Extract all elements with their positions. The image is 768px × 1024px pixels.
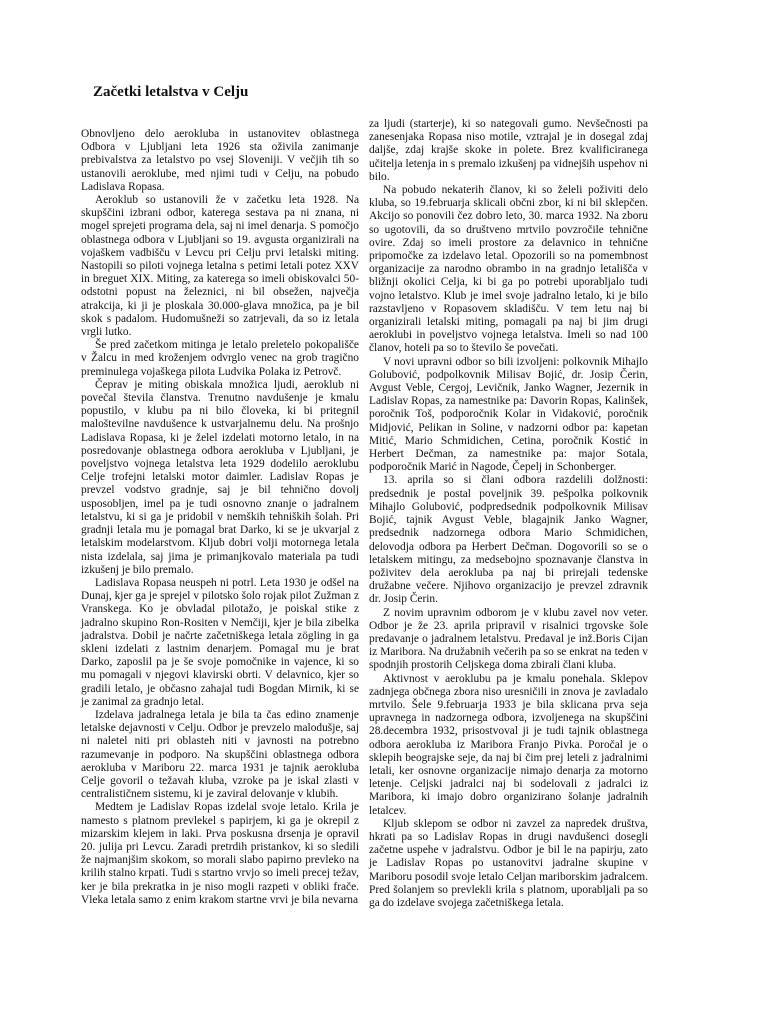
article-title: Začetki letalstva v Celju bbox=[93, 84, 249, 100]
paragraph: za ljudi (starterje), ki so nategovali gumo. Nevšečnosti pa zanesenjaka Ropasa niso motile, vztrajal je in dosegal zdaj daljše, zdaj krajše skoke in polete. Brez kvalificiranega učitelja letenja in s premalo izkušenj pa vidnejših uspehov ni bilo. bbox=[369, 118, 648, 183]
paragraph: V novi upravni odbor so bili izvoljeni: polkovnik Mihajlo Golubović, podpolkovnik Milisav Bojić, dr. Josip Čerin, Avgust Veble, Cergoj, Levičnik, Janko Wagner, Jezernik in Ladislav Ropas, za namestnike pa: Davorin Ropas, Kalinšek, poročnik Toš, podporočnik Kolar in Vidaković, poročnik Midjović, Pelikan in Soline, v nadzorni odbor pa: kapetan Mitić, Mario Schmidichen, Cetina, poročnik Kostić in Herbert Dečman, za namestnike pa: major Sotala, podporočnik Marić in Nagode, Čepelj in Schonberger. bbox=[369, 355, 648, 474]
left-text-column bbox=[81, 128, 359, 907]
paragraph: Medtem je Ladislav Ropas izdelal svoje letalo. Krila je namesto s platnom prevlekel s papirjem, ki ga je okrepil z mizarskim klejem in laki. Prva poskusna drsenja je opravil 20. julija pri Levcu. Zaradi pretrdih pristankov, ki so sledili že najmanjšim skokom, so morali slabo papirno prevleko na krilih stalno krpati. Tudi s startno vrvjo so imeli precej težav, ker je bila prekratka in je niso mogli razpeti v obliki frače. Vleka letala samo z enim krakom startne vrvi je bila nevarna bbox=[81, 801, 359, 906]
right-text-column bbox=[369, 118, 648, 910]
paragraph: Čeprav je miting obiskala množica ljudi, aeroklub ni povečal števila članstva. Trenutno navdušenje je kmalu popustilo, v klubu pa ni bilo človeka, ki bi pritegnil maloštevilne navdušence k ustvarjalnemu delu. Na prošnjo Ladislava Ropasa, ki je želel izdelati motorno letalo, in na posredovanje oblastnega odbora aerokluba v Ljubljani, je poveljstvo vojnega letalstva leta 1929 dodelilo aeroklubu Celje trofejni letalski motor daimler. Ladislav Ropas je prevzel vodstvo gradnje, saj je bil tehnično dovolj usposobljen, imel pa je tudi osnovno znanje o jadralnem letalstvu, ki si ga je pridobil v nemških tehniških šolah. Pri gradnji letala mu je pomagal brat Darko, ki se je ukvarjal z letalskim modelarstvom. Kljub dobri volji motornega letala nista izdelala, saj jima je primanjkovalo materiala pa tudi izkušenj je bilo premalo. bbox=[81, 378, 359, 576]
paragraph: Na pobudo nekaterih članov, ki so želeli poživiti delo kluba, so 19.februarja sklicali občni zbor, ki ni bil sklepčen. Akcijo so ponovili čez dobro leto, 30. marca 1932. Na zboru so ugotovili, da so društveno mrtvilo povzročile tehnične ovire. Zdaj so imeli prostore za delavnico in tehnične pripomočke za izdelavo letal. Opozorili so na pomembnost organizacije za narodno obrambo in na gradnjo letališča v bližnji okolici Celja, ki bi ga po potrebi uporabljalo tudi vojno letalstvo. Klub je imel svoje jadralno letalo, ki je bilo razstavljeno v Ropasovem skladišču. V tem letu naj bi organizirali letalski miting, pomagali pa naj bi jim drugi aeroklubi in poveljstvo vojnega letalstva. Imeli so nad 100 članov, hoteli pa so to število še povečati. bbox=[369, 184, 648, 355]
paragraph: Obnovljeno delo aerokluba in ustanovitev oblastnega Odbora v Ljubljani leta 1926 sta oživila zanimanje prebivalstva za letalstvo po vsej Sloveniji. V večjih tih so ustanovili aeroklube, med njimi tudi v Celju, na pobudo Ladislava Ropasa. bbox=[81, 128, 359, 193]
paragraph: Ladislava Ropasa neuspeh ni potrl. Leta 1930 je odšel na Dunaj, kjer ga je sprejel v pilotsko šolo rojak pilot Zužman z Vranskega. Ko je obvladal pilotažo, je poiskal stike z jadralno skupino Ron-Rositen v Nemčiji, kjer je bila zibelka jadralstva. Dobil je načrte začetniškega letala zögling in ga skleni izdelati z lastnim denarjem. Pomagal mu je brat Darko, zaposlil pa je še svoje pomočnike in vajence, ki so mu pomagali v njegovi klavirski obrti. V delavnico, kjer so gradili letalo, je občasno zahajal tudi Bogdan Mirnik, ki se je zanimal za gradnjo letal. bbox=[81, 576, 359, 708]
paragraph: Še pred začetkom mitinga je letalo preletelo pokopališče v Žalcu in med kroženjem odvrglo venec na grob tragično preminulega vojaškega pilota Ludvika Polaka iz Petrovč. bbox=[81, 339, 359, 378]
paragraph: Aeroklub so ustanovili že v začetku leta 1928. Na skupščini izbrani odbor, katerega sestava pa ni znana, ni mogel sprejeti programa dela, saj ni imel denarja. S pomočjo oblastnega odbora v Ljubljani so 19. avgusta organizirali na vojaškem vadbišču v Levcu pri Celju prvi letalski miting. Nastopili so piloti vojnega letalna s petimi letali potez XXV in breguet XIX. Miting, za katerega so imeli obiskovalci 50-odstotni popust na železnici, ni bil obsežen, največja atrakcija, ki ji je ploskala 30.000-glava množica, pa je bil skok s padalom. Hudomušneži so zatrjevali, da so iz letala vrgli lutko. bbox=[81, 194, 359, 339]
paragraph: Z novim upravnim odborom je v klubu zavel nov veter. Odbor je že 23. aprila pripravil v risalnici trgovske šole predavanje o jadralnem letalstvu. Predaval je inž.Boris Cijan iz Maribora. Na družabnih večerih pa so se enkrat na teden v spodnjih prostorih Celjskega doma zbirali člani kluba. bbox=[369, 606, 648, 672]
paragraph: Izdelava jadralnega letala je bila ta čas edino znamenje letalske dejavnosti v Celju. Odbor je prevzelo malodušje, saj ni naletel niti pri oblasteh niti v javnosti na potrebno razumevanje in podporo. Na skupščini oblastnega odbora aerokluba v Mariboru 22. marca 1931 je tajnik aerokluba Celje govoril o težavah kluba, vzroke pa je iskal zlasti v centralističnem sistemu, ki je zaviral delovanje v klubih. bbox=[81, 708, 359, 801]
paragraph: Kljub sklepom se odbor ni zavzel za napredek društva, hkrati pa so Ladislav Ropas in drugi navdušenci dosegli začetne uspehe v jadralstvu. Odbor je bil le na papirju, zato je Ladislav Ropas po ustanovitvi jadralne skupine v Mariboru posodil svoje letalo Celjan mariborskim jadralcem. Pred šolanjem so prevlekli krila s platnom, uporabljali pa so ga do izdelave svojega začetniškega letala. bbox=[369, 817, 648, 909]
paragraph: 13. aprila so si člani odbora razdelili dolžnosti: predsednik je postal poveljnik 39. pešpolka polkovnik Mihajlo Golubović, podpredsednik podpolkovnik Milisav Bojić, tajnik Avgust Veble, blagajnik Janko Wagner, predsednik nadzornega odbora Mario Schmidichen, delovodja odbora pa Herbert Dečman. Dogovorili so se o letalskem mitingu, za medsebojno spoznavanje članstva in poživitev dela aerokluba pa naj bi prirejali tedenske družabne večere. Njihovo organizacijo je prevzel zdravnik dr. Josip Čerin. bbox=[369, 474, 648, 606]
paragraph: Aktivnost v aeroklubu pa je kmalu ponehala. Sklepov zadnjega občnega zbora niso uresničili in znova je zavladalo mrtvilo. Šele 9.februarja 1933 je bila sklicana prva seja upravnega in nadzornega odbora, izvoljenega na skupščini 28.decembra 1932, prisostvoval ji je tudi tajnik oblastnega odbora aerokluba iz Maribora Franjo Pivka. Poročal je o sklepih beograjske seje, da naj bi čim prej leteli z jadralnimi letali, ker osnovne organizacije nimajo denarja za motorno letenje. Celjski jadralci naj bi sodelovali z jadralci iz Maribora, ki imajo dobro organizirano šolanje jadralnih letalcev. bbox=[369, 672, 648, 817]
